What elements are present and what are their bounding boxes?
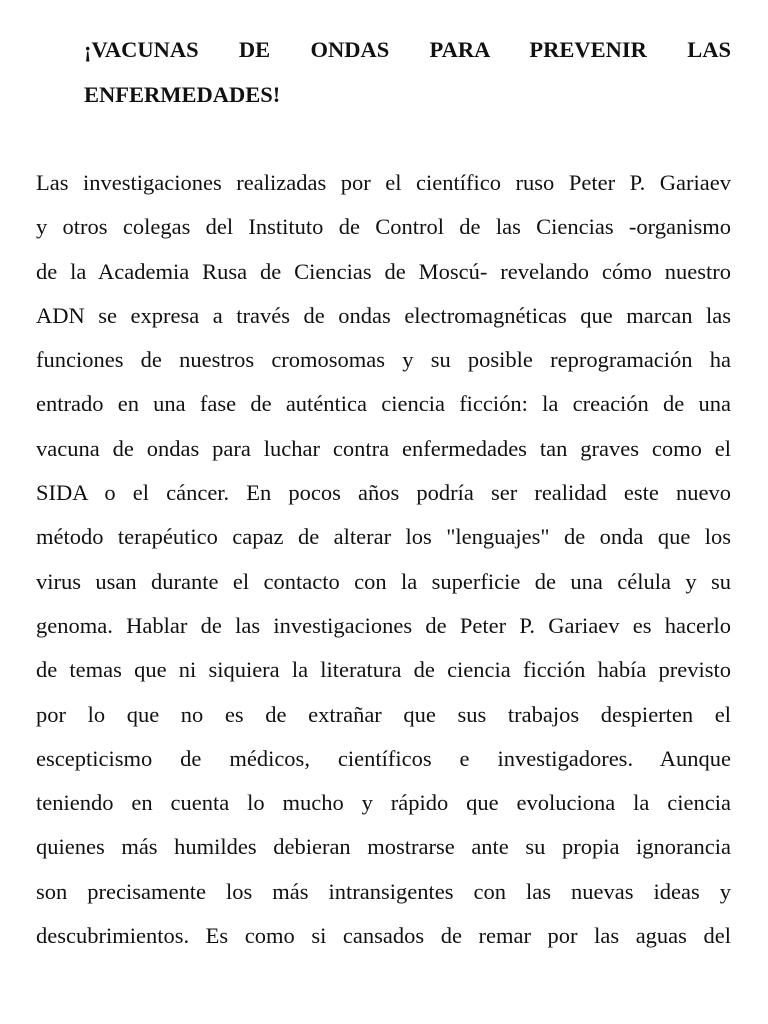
body-paragraph bbox=[36, 161, 731, 958]
body-line: escepticismo de médicos, científicos e investigadores. Aunque bbox=[36, 745, 731, 771]
body-line: de la Academia Rusa de Ciencias de Moscú- revelando cómo nuestro bbox=[36, 258, 731, 284]
body-line: método terapéutico capaz de alterar los "lenguajes" de onda que los bbox=[36, 524, 731, 550]
body-line: de temas que ni siquiera la literatura de ciencia ficción había previsto bbox=[36, 657, 731, 683]
body-line: y otros colegas del Instituto de Control de las Ciencias -organismo bbox=[36, 214, 731, 240]
body-line: vacuna de ondas para luchar contra enfermedades tan graves como el bbox=[36, 435, 731, 461]
body-line: funciones de nuestros cromosomas y su posible reprogramación ha bbox=[36, 347, 731, 373]
title-line: ¡VACUNAS DE ONDAS PARA PREVENIR LAS bbox=[84, 37, 731, 62]
body-line: genoma. Hablar de las investigaciones de Peter P. Gariaev es hacerlo bbox=[36, 612, 731, 638]
paragraph-gap bbox=[36, 117, 731, 161]
document-title bbox=[36, 28, 731, 117]
body-line: descubrimientos. Es como si cansados de remar por las aguas del bbox=[36, 923, 731, 949]
body-line: SIDA o el cáncer. En pocos años podría ser realidad este nuevo bbox=[36, 480, 731, 506]
body-line: son precisamente los más intransigentes con las nuevas ideas y bbox=[36, 878, 731, 904]
body-line: quienes más humildes debieran mostrarse ante su propia ignorancia bbox=[36, 834, 731, 860]
body-line: entrado en una fase de auténtica ciencia ficción: la creación de una bbox=[36, 391, 731, 417]
body-line: teniendo en cuenta lo mucho y rápido que evoluciona la ciencia bbox=[36, 790, 731, 816]
body-line: ADN se expresa a través de ondas electromagnéticas que marcan las bbox=[36, 302, 731, 328]
title-line: ENFERMEDADES! bbox=[84, 81, 281, 107]
body-line: virus usan durante el contacto con la superficie de una célula y su bbox=[36, 568, 731, 594]
body-line: por lo que no es de extrañar que sus trabajos despierten el bbox=[36, 701, 731, 727]
document-page bbox=[36, 28, 731, 958]
body-line: Las investigaciones realizadas por el científico ruso Peter P. Gariaev bbox=[36, 170, 731, 195]
